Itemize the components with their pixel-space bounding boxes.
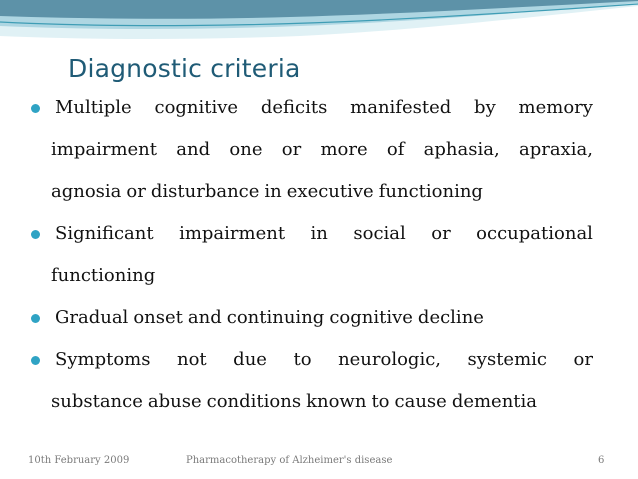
bullet-dot-icon <box>31 104 40 113</box>
word: in <box>264 181 282 202</box>
bullet-text-line <box>51 171 593 213</box>
word: aphasia, <box>423 139 500 160</box>
word: or <box>281 139 302 160</box>
word: and <box>176 139 211 160</box>
word: by <box>474 97 496 118</box>
top-decoration <box>0 0 638 42</box>
word: known <box>306 391 367 412</box>
bullet-dot-icon <box>31 230 40 239</box>
word: systemic <box>467 349 547 370</box>
bullet-item <box>0 297 638 339</box>
word: one <box>229 139 263 160</box>
word: Significant <box>55 223 154 244</box>
word: due <box>233 349 267 370</box>
footer-date: 10th February 2009 <box>28 455 130 466</box>
word: conditions <box>206 391 302 412</box>
word: Gradual <box>55 307 129 328</box>
word: apraxia, <box>518 139 593 160</box>
word: not <box>176 349 207 370</box>
word: disturbance <box>150 181 260 202</box>
bullet-item <box>0 339 638 423</box>
word: manifested <box>350 97 452 118</box>
bullet-text-line <box>55 213 593 255</box>
word: or <box>431 223 451 244</box>
word: abuse <box>147 391 202 412</box>
word: memory <box>518 97 593 118</box>
bullet-dot-icon <box>31 356 40 365</box>
word: or <box>573 349 593 370</box>
word: deficits <box>260 97 328 118</box>
word: dementia <box>451 391 538 412</box>
word: occupational <box>476 223 593 244</box>
word: functioning <box>51 265 156 286</box>
word: cognitive <box>329 307 413 328</box>
word: or <box>126 181 146 202</box>
bullet-item <box>0 87 638 213</box>
word: neurologic, <box>338 349 442 370</box>
bullet-text-line <box>51 381 593 423</box>
word: of <box>386 139 405 160</box>
bullet-text-line <box>51 129 593 171</box>
page-number: 6 <box>598 455 605 466</box>
word: substance <box>51 391 143 412</box>
word: executive <box>286 181 374 202</box>
word: Symptoms <box>55 349 151 370</box>
footer-topic: Pharmacotherapy of Alzheimer's disease <box>186 455 393 466</box>
bullet-text-line <box>55 339 593 381</box>
word: in <box>310 223 328 244</box>
word: functioning <box>378 181 483 202</box>
word: cause <box>394 391 447 412</box>
bullet-text-line <box>51 255 593 297</box>
word: decline <box>417 307 484 328</box>
word: social <box>353 223 406 244</box>
word: to <box>293 349 312 370</box>
slide-title: Diagnostic criteria <box>68 54 301 83</box>
bullet-text-line <box>55 87 593 129</box>
word: impairment <box>179 223 286 244</box>
word: to <box>371 391 390 412</box>
word: Multiple <box>55 97 132 118</box>
bullet-list <box>0 87 638 423</box>
word: continuing <box>226 307 325 328</box>
word: cognitive <box>154 97 239 118</box>
word: agnosia <box>51 181 122 202</box>
word: impairment <box>51 139 157 160</box>
word: more <box>320 139 368 160</box>
bullet-item <box>0 213 638 297</box>
bullet-dot-icon <box>31 314 40 323</box>
word: and <box>187 307 222 328</box>
bullet-text-line <box>55 297 593 339</box>
word: onset <box>133 307 183 328</box>
